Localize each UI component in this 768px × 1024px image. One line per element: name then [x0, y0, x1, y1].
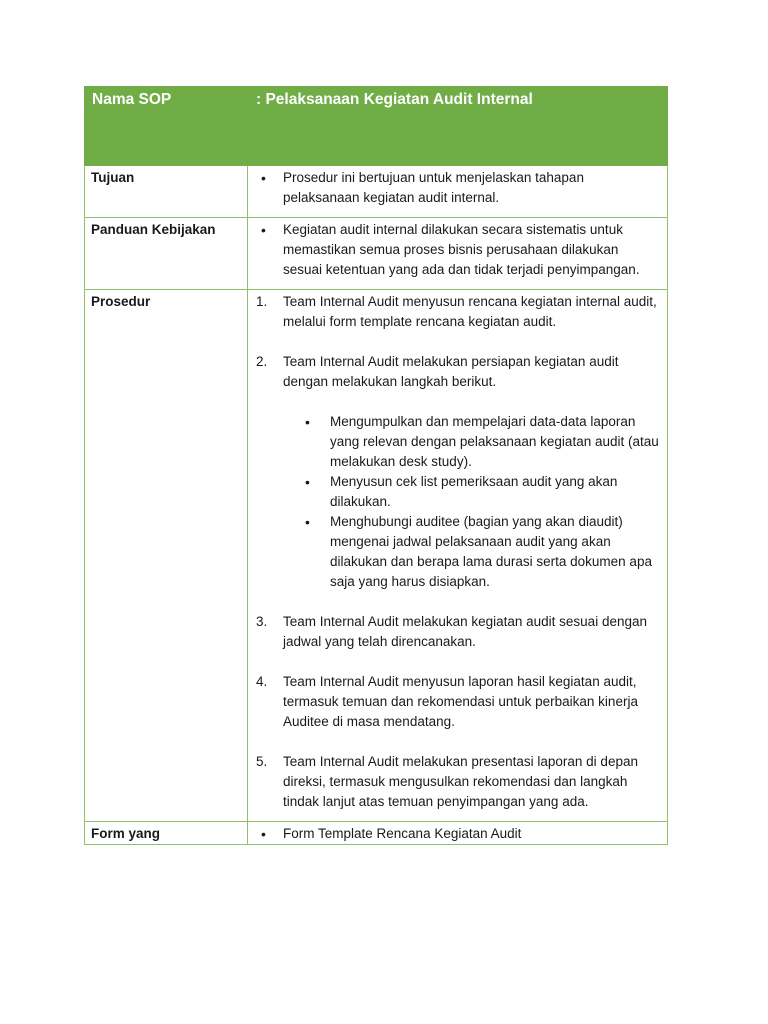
- step-text: Team Internal Audit melakukan persiapan kegiatan audit dengan melakukan langkah berikut.: [283, 354, 619, 389]
- sub-item: • Mengumpulkan dan mempelajari data-data laporan yang relevan dengan pelaksanaan kegiatan audit (atau melakukan desk study).: [283, 412, 659, 472]
- tujuan-content: [248, 166, 668, 218]
- header-title: : Pelaksanaan Kegiatan Audit Internal: [248, 87, 668, 166]
- prosedur-step: [256, 672, 659, 732]
- step-number: 2.: [256, 354, 268, 369]
- tujuan-row: [85, 166, 668, 218]
- sub-item: • Menyusun cek list pemeriksaan audit yang akan dilakukan.: [283, 472, 659, 512]
- form-item: • Form Template Rencana Kegiatan Audit: [256, 824, 659, 844]
- panduan-row: [85, 218, 668, 290]
- prosedur-content: [248, 290, 668, 822]
- sop-table: [84, 86, 668, 845]
- header-label: Nama SOP: [85, 87, 248, 166]
- header-row: [85, 87, 668, 166]
- prosedur-step: [256, 752, 659, 812]
- prosedur-row: [85, 290, 668, 822]
- tujuan-item: • Prosedur ini bertujuan untuk menjelaskan tahapan pelaksanaan kegiatan audit internal.: [256, 168, 659, 208]
- form-list: [256, 824, 659, 844]
- panduan-content: [248, 218, 668, 290]
- prosedur-steps: [256, 292, 659, 812]
- step-text: Team Internal Audit melakukan presentasi laporan di depan direksi, termasuk mengusulkan rekomendasi dan langkah tindak lanjut atas temuan penyimpangan yang ada.: [283, 754, 638, 809]
- panduan-list: [256, 220, 659, 280]
- panduan-label: Panduan Kebijakan: [85, 218, 248, 290]
- step-text: Team Internal Audit menyusun rencana kegiatan internal audit, melalui form template rencana kegiatan audit.: [283, 294, 657, 329]
- tujuan-label: Tujuan: [85, 166, 248, 218]
- step-number: 3.: [256, 614, 268, 629]
- form-content: [248, 822, 668, 845]
- prosedur-step: [256, 612, 659, 652]
- step-number: 5.: [256, 754, 268, 769]
- sub-item: • Menghubungi auditee (bagian yang akan diaudit) mengenai jadwal pelaksanaan audit yang akan dilakukan dan berapa lama durasi serta dokumen apa saja yang harus disiapkan.: [283, 512, 659, 592]
- step-text: Team Internal Audit melakukan kegiatan audit sesuai dengan jadwal yang telah direncanakan.: [283, 614, 647, 649]
- form-label: Form yang: [85, 822, 248, 845]
- step-sub-list: [283, 412, 659, 592]
- prosedur-step: [256, 352, 659, 592]
- step-number: 1.: [256, 294, 268, 309]
- step-text: Team Internal Audit menyusun laporan hasil kegiatan audit, termasuk temuan dan rekomendasi untuk perbaikan kinerja Auditee di masa mendatang.: [283, 674, 638, 729]
- step-number: 4.: [256, 674, 268, 689]
- prosedur-step: [256, 292, 659, 332]
- tujuan-list: [256, 168, 659, 208]
- form-row: [85, 822, 668, 845]
- prosedur-label: Prosedur: [85, 290, 248, 822]
- panduan-item: • Kegiatan audit internal dilakukan secara sistematis untuk memastikan semua proses bisnis perusahaan dilakukan sesuai ketentuan yang ada dan tidak terjadi penyimpangan.: [256, 220, 659, 280]
